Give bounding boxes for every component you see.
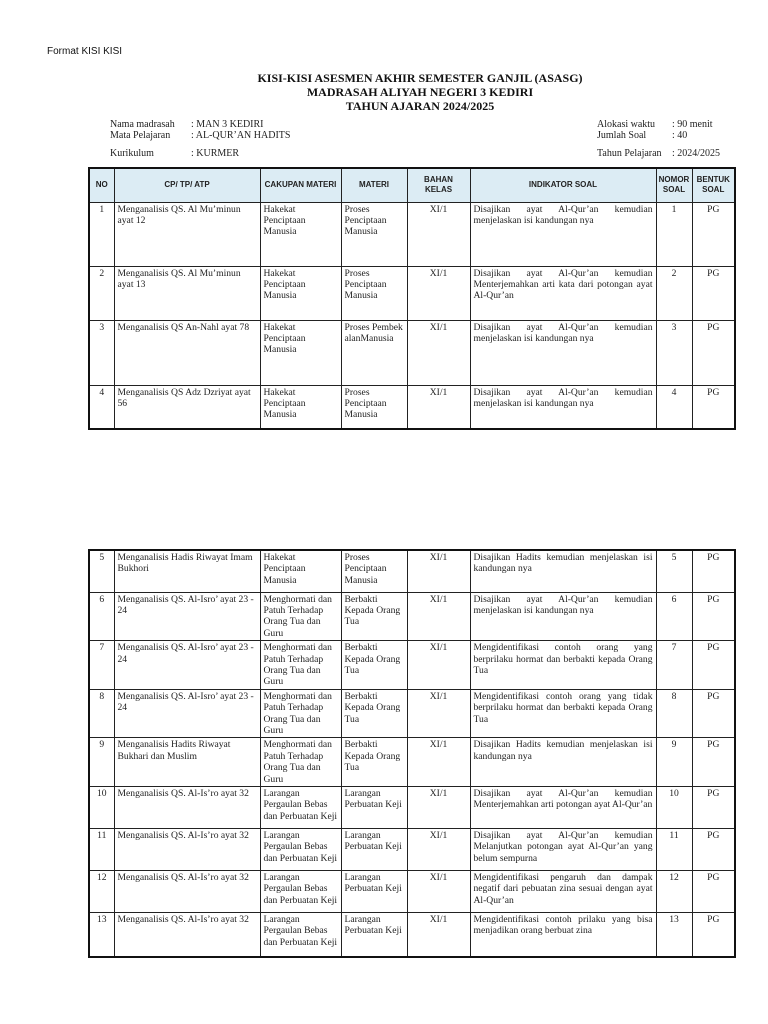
cell-materi: Berbakti Kepada Orang Tua [341, 641, 407, 690]
cell-nomor: 9 [656, 738, 692, 787]
cell-nomor: 2 [656, 266, 692, 320]
cell-kelas: XI/1 [407, 787, 470, 829]
cell-bentuk: PG [692, 829, 735, 871]
cell-kelas: XI/1 [407, 550, 470, 592]
cell-no: 4 [89, 385, 114, 429]
kurikulum-label: Kurikulum [110, 148, 154, 159]
jumlah-soal-label: Jumlah Soal [597, 130, 647, 141]
cell-cakupan: Hakekat Penciptaan Manusia [260, 202, 341, 266]
cell-bentuk: PG [692, 550, 735, 592]
cell-materi: Larangan Perbuatan Keji [341, 787, 407, 829]
kisi-table-page-1 [88, 167, 736, 430]
table-row [89, 738, 735, 787]
cell-indikator: Disajikan Hadits kemudian menjelaskan isi kandungan nya [470, 550, 656, 592]
cell-cakupan: Larangan Pergaulan Bebas dan Perbuatan Keji [260, 829, 341, 871]
cell-bentuk: PG [692, 641, 735, 690]
cell-nomor: 10 [656, 787, 692, 829]
cell-indikator: Mengidentifikasi pengaruh dan dampak negatif dari pebuatan zina sesuai dengan ayat Al-Qur’an [470, 871, 656, 913]
col-header-bentuk-soal: BENTUK SOAL [692, 168, 735, 202]
cell-no: 6 [89, 592, 114, 641]
cell-indikator: Mengidentifikasi contoh orang yang berprilaku hormat dan berbakti kepada Orang Tua [470, 641, 656, 690]
cell-cakupan: Hakekat Penciptaan Manusia [260, 550, 341, 592]
cell-indikator: Mengidentifikasi contoh prilaku yang bisa menjadikan orang berbuat zina [470, 913, 656, 957]
cell-indikator: Disajikan ayat Al-Qur’an kemudian menjelaskan isi kandungan nya [470, 320, 656, 385]
cell-materi: Proses Penciptaan Manusia [341, 385, 407, 429]
cell-cakupan: Hakekat Penciptaan Manusia [260, 266, 341, 320]
jumlah-soal-value: : 40 [672, 130, 688, 141]
cell-no: 12 [89, 871, 114, 913]
cell-cakupan: Menghormati dan Patuh Terhadap Orang Tua dan Guru [260, 592, 341, 641]
cell-cp: Menganalisis QS. Al-Is’ro ayat 32 [114, 787, 260, 829]
cell-nomor: 8 [656, 689, 692, 738]
cell-cakupan: Hakekat Penciptaan Manusia [260, 385, 341, 429]
table-row [89, 871, 735, 913]
table-row [89, 641, 735, 690]
table-row [89, 266, 735, 320]
cell-cp: Menganalisis QS. Al-Isro’ ayat 23 - 24 [114, 689, 260, 738]
cell-bentuk: PG [692, 202, 735, 266]
cell-cp: Menganalisis QS. Al-Isro’ ayat 23 - 24 [114, 592, 260, 641]
cell-materi: Berbakti Kepada Orang Tua [341, 738, 407, 787]
col-header-indikator: INDIKATOR SOAL [470, 168, 656, 202]
cell-no: 10 [89, 787, 114, 829]
cell-cakupan: Larangan Pergaulan Bebas dan Perbuatan Keji [260, 871, 341, 913]
academic-year-heading: TAHUN AJARAN 2024/2025 [345, 99, 495, 113]
cell-kelas: XI/1 [407, 871, 470, 913]
cell-cp: Menganalisis QS. Al Mu’minun ayat 12 [114, 202, 260, 266]
cell-no: 1 [89, 202, 114, 266]
cell-materi: Larangan Perbuatan Keji [341, 871, 407, 913]
cell-kelas: XI/1 [407, 641, 470, 690]
cell-cakupan: Larangan Pergaulan Bebas dan Perbuatan Keji [260, 913, 341, 957]
mata-pelajaran-value: : AL-QUR’AN HADITS [191, 130, 291, 141]
tahun-pelajaran-label: Tahun Pelajaran [597, 148, 662, 159]
col-header-bahan-kelas: BAHAN KELAS [407, 168, 470, 202]
cell-materi: Larangan Perbuatan Keji [341, 829, 407, 871]
cell-cakupan: Larangan Pergaulan Bebas dan Perbuatan Keji [260, 787, 341, 829]
cell-bentuk: PG [692, 913, 735, 957]
alokasi-waktu-label: Alokasi waktu [597, 119, 656, 130]
table-row [89, 689, 735, 738]
cell-indikator: Disajikan ayat Al-Qur’an kemudian menjelaskan isi kandungan nya [470, 592, 656, 641]
cell-bentuk: PG [692, 592, 735, 641]
table-row [89, 550, 735, 592]
school-name-heading: MADRASAH ALIYAH NEGERI 3 KEDIRI [306, 85, 534, 99]
cell-kelas: XI/1 [407, 738, 470, 787]
cell-nomor: 11 [656, 829, 692, 871]
cell-indikator: Disajikan ayat Al-Qur’an kemudian menjelaskan isi kandungan nya [470, 202, 656, 266]
cell-nomor: 12 [656, 871, 692, 913]
cell-cakupan: Menghormati dan Patuh Terhadap Orang Tua dan Guru [260, 689, 341, 738]
cell-cp: Menganalisis QS. Al Mu’minun ayat 13 [114, 266, 260, 320]
cell-cp: Menganalisis Hadis Riwayat Imam Bukhori [114, 550, 260, 592]
kisi-table-page-2 [88, 549, 736, 958]
table-row [89, 202, 735, 266]
cell-materi: Berbakti Kepada Orang Tua [341, 689, 407, 738]
nama-madrasah-label: Nama madrasah [110, 119, 175, 130]
format-label: Format KISI KISI [47, 46, 123, 57]
col-header-materi: MATERI [341, 168, 407, 202]
cell-cp: Menganalisis QS. Al-Is’ro ayat 32 [114, 829, 260, 871]
cell-nomor: 13 [656, 913, 692, 957]
cell-bentuk: PG [692, 385, 735, 429]
cell-no: 9 [89, 738, 114, 787]
cell-indikator: Disajikan ayat Al-Qur’an kemudian Melanjutkan potongan ayat Al-Qur’an yang belum sempurna [470, 829, 656, 871]
cell-materi: Proses Penciptaan Manusia [341, 550, 407, 592]
cell-no: 7 [89, 641, 114, 690]
col-header-cakupan: CAKUPAN MATERI [260, 168, 341, 202]
cell-kelas: XI/1 [407, 385, 470, 429]
cell-indikator: Disajikan ayat Al-Qur’an kemudian Menterjemahkan arti kata dari potongan ayat Al-Qur’an [470, 266, 656, 320]
cell-kelas: XI/1 [407, 689, 470, 738]
cell-bentuk: PG [692, 787, 735, 829]
cell-bentuk: PG [692, 689, 735, 738]
col-header-no: NO [89, 168, 114, 202]
cell-cakupan: Menghormati dan Patuh Terhadap Orang Tua dan Guru [260, 641, 341, 690]
cell-no: 13 [89, 913, 114, 957]
cell-cakupan: Hakekat Penciptaan Manusia [260, 320, 341, 385]
cell-cp: Menganalisis QS. Al-Is’ro ayat 32 [114, 913, 260, 957]
cell-kelas: XI/1 [407, 202, 470, 266]
table-row [89, 320, 735, 385]
cell-nomor: 6 [656, 592, 692, 641]
cell-cp: Menganalisis QS. Al-Is’ro ayat 32 [114, 871, 260, 913]
cell-nomor: 1 [656, 202, 692, 266]
cell-kelas: XI/1 [407, 829, 470, 871]
table-row [89, 913, 735, 957]
tahun-pelajaran-value: : 2024/2025 [672, 148, 721, 159]
cell-bentuk: PG [692, 320, 735, 385]
cell-kelas: XI/1 [407, 266, 470, 320]
table-row [89, 829, 735, 871]
cell-cp: Menganalisis QS. Al-Isro’ ayat 23 - 24 [114, 641, 260, 690]
cell-bentuk: PG [692, 266, 735, 320]
cell-indikator: Mengidentifikasi contoh orang yang tidak berprilaku hormat dan berbakti kepada Orang Tua [470, 689, 656, 738]
cell-materi: Proses Penciptaan Manusia [341, 266, 407, 320]
cell-no: 8 [89, 689, 114, 738]
cell-bentuk: PG [692, 871, 735, 913]
alokasi-waktu-value: : 90 menit [672, 119, 713, 130]
cell-indikator: Disajikan Hadits kemudian menjelaskan isi kandungan nya [470, 738, 656, 787]
cell-cakupan: Menghormati dan Patuh Terhadap Orang Tua dan Guru [260, 738, 341, 787]
cell-cp: Menganalisis QS An-Nahl ayat 78 [114, 320, 260, 385]
cell-bentuk: PG [692, 738, 735, 787]
cell-no: 11 [89, 829, 114, 871]
table-row [89, 592, 735, 641]
cell-nomor: 3 [656, 320, 692, 385]
cell-materi: Proses PembekalanManusia [341, 320, 407, 385]
cell-kelas: XI/1 [407, 913, 470, 957]
kurikulum-value: : KURMER [191, 148, 240, 159]
cell-cp: Menganalisis Hadits Riwayat Bukhari dan Muslim [114, 738, 260, 787]
cell-materi: Larangan Perbuatan Keji [341, 913, 407, 957]
cell-materi: Berbakti Kepada Orang Tua [341, 592, 407, 641]
cell-kelas: XI/1 [407, 592, 470, 641]
table-row [89, 385, 735, 429]
cell-materi: Proses Penciptaan Manusia [341, 202, 407, 266]
cell-indikator: Disajikan ayat Al-Qur’an kemudian menjelaskan isi kandungan nya [470, 385, 656, 429]
col-header-nomor-soal: NOMOR SOAL [656, 168, 692, 202]
document-title: KISI-KISI ASESMEN AKHIR SEMESTER GANJIL (ASASG) [257, 71, 583, 85]
cell-nomor: 7 [656, 641, 692, 690]
cell-no: 2 [89, 266, 114, 320]
cell-indikator: Disajikan ayat Al-Qur’an kemudian Menterjemahkan arti potongan ayat Al-Qur’an [470, 787, 656, 829]
cell-nomor: 4 [656, 385, 692, 429]
col-header-cp: CP/ TP/ ATP [114, 168, 260, 202]
table-row [89, 787, 735, 829]
cell-nomor: 5 [656, 550, 692, 592]
cell-kelas: XI/1 [407, 320, 470, 385]
cell-no: 5 [89, 550, 114, 592]
mata-pelajaran-label: Mata Pelajaran [110, 130, 171, 141]
cell-no: 3 [89, 320, 114, 385]
nama-madrasah-value: : MAN 3 KEDIRI [191, 119, 264, 130]
cell-cp: Menganalisis QS Adz Dzriyat ayat 56 [114, 385, 260, 429]
